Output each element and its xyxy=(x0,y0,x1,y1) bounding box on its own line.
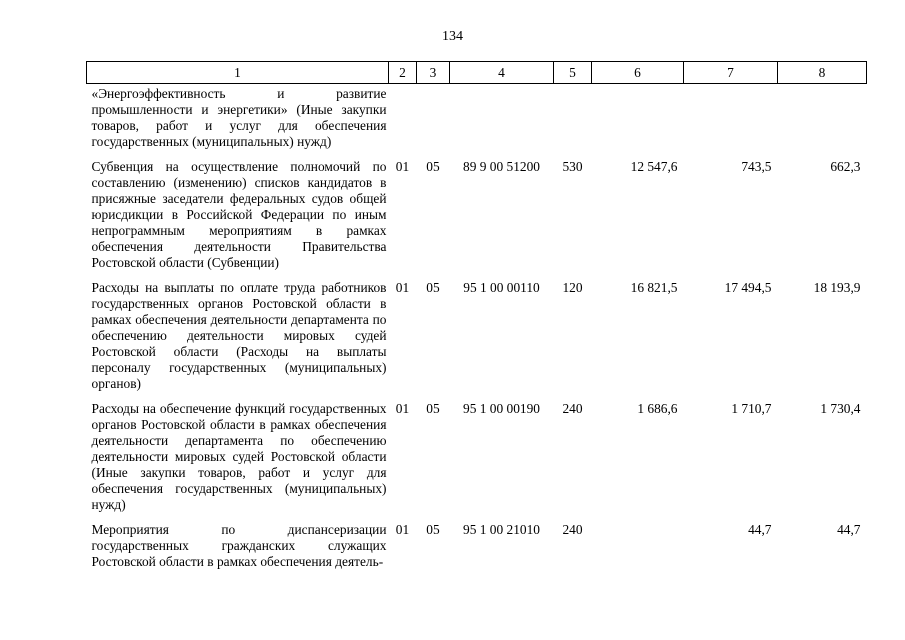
row-amount-1: 16 821,5 xyxy=(630,280,678,295)
row-description: Субвенция на осуществление полномочий по составлению (изменению) списков кандидатов в присяжные заседатели федеральных судов общей юрисдикции в Российской Федерации по иным непрограммным мероприятиям в рамках обеспечения деятельности Правительства Ростовской области (Субвенции) xyxy=(91,159,387,270)
row-amount-2 xyxy=(684,84,778,158)
table-row xyxy=(87,157,867,278)
row-amount-1: 1 686,6 xyxy=(637,401,678,416)
row-amount-2: 1 710,7 xyxy=(731,401,772,416)
table-body xyxy=(87,84,867,578)
table-row xyxy=(87,520,867,577)
header-col-8: 8 xyxy=(778,62,867,84)
table-row xyxy=(87,399,867,520)
row-target-code xyxy=(450,84,554,158)
row-amount-1: 12 547,6 xyxy=(630,159,678,174)
header-col-4: 4 xyxy=(450,62,554,84)
row-amount-2: 17 494,5 xyxy=(724,280,772,295)
row-target-code: 95 1 00 00110 xyxy=(463,280,540,295)
row-subsection: 05 xyxy=(426,401,440,416)
row-amount-2: 743,5 xyxy=(741,159,772,174)
header-col-2: 2 xyxy=(389,62,417,84)
row-amount-3: 18 193,9 xyxy=(813,280,861,295)
row-expense-type xyxy=(554,84,592,158)
row-amount-3 xyxy=(778,84,867,158)
row-amount-1 xyxy=(592,520,684,577)
row-target-code: 95 1 00 21010 xyxy=(463,522,540,537)
row-expense-type: 240 xyxy=(562,401,583,416)
row-subsection: 05 xyxy=(426,280,440,295)
row-amount-2: 44,7 xyxy=(748,522,772,537)
header-col-1: 1 xyxy=(87,62,389,84)
header-col-7: 7 xyxy=(684,62,778,84)
row-amount-3: 662,3 xyxy=(830,159,861,174)
row-section: 01 xyxy=(395,159,410,174)
table-row xyxy=(87,84,867,158)
table-row xyxy=(87,278,867,399)
row-target-code: 89 9 00 51200 xyxy=(463,159,540,174)
row-section: 01 xyxy=(395,401,410,416)
row-description: Расходы на обеспечение функций государственных органов Ростовской области в рамках обеспечения деятельности департамента по обеспечению деятельности мировых судей Ростовской области (Иные закупки товаров, работ и услуг для обеспечения государственных (муниципальных) нужд) xyxy=(91,401,387,512)
page-number: 134 xyxy=(442,29,463,44)
row-section: 01 xyxy=(395,280,410,295)
row-description: Расходы на выплаты по оплате труда работников государственных органов Ростовской области в рамках обеспечения деятельности департамента по обеспечению деятельности мировых судей Ростовской области (Расходы на выплаты персоналу государственных (муниципальных) органов) xyxy=(91,280,387,391)
row-section xyxy=(389,84,417,158)
row-subsection: 05 xyxy=(426,522,440,537)
budget-table xyxy=(86,61,867,577)
header-col-3: 3 xyxy=(417,62,450,84)
row-target-code: 95 1 00 00190 xyxy=(463,401,540,416)
row-description: «Энергоэффективность и развитие промышленности и энергетики» (Иные закупки товаров, работ и услуг для обеспечения государственных (муниципальных) нужд) xyxy=(91,86,387,149)
table-header xyxy=(87,62,867,84)
row-subsection xyxy=(417,84,450,158)
header-col-5: 5 xyxy=(554,62,592,84)
row-expense-type: 240 xyxy=(562,522,583,537)
row-amount-1 xyxy=(592,84,684,158)
row-expense-type: 120 xyxy=(562,280,583,295)
header-row xyxy=(87,62,867,84)
row-description: Мероприятия по диспансеризации государственных гражданских служащих Ростовской области в рамках обеспечения деятель- xyxy=(91,522,387,569)
header-col-6: 6 xyxy=(592,62,684,84)
row-subsection: 05 xyxy=(426,159,440,174)
row-section: 01 xyxy=(395,522,410,537)
row-expense-type: 530 xyxy=(562,159,583,174)
row-amount-3: 1 730,4 xyxy=(820,401,861,416)
row-amount-3: 44,7 xyxy=(837,522,861,537)
